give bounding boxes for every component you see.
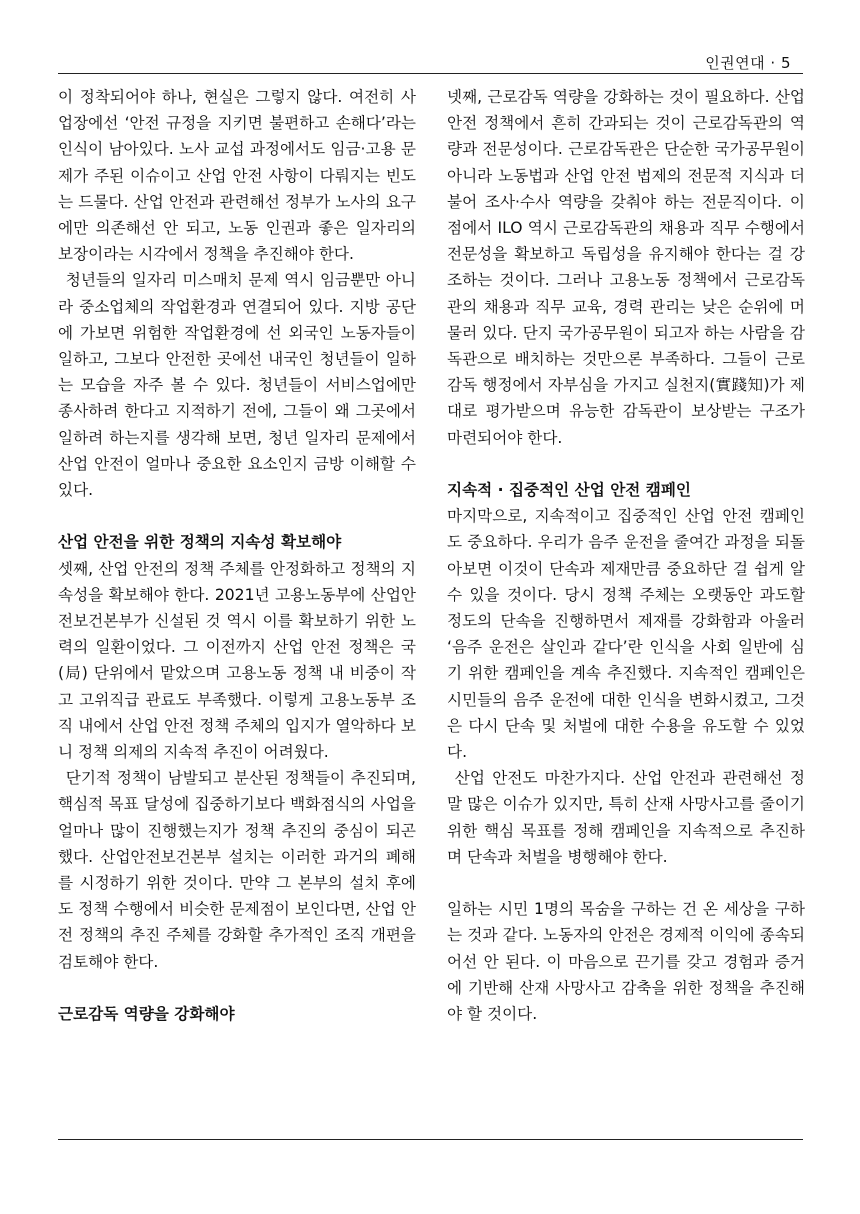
spacer (447, 451, 805, 477)
paragraph: 이 정착되어야 하나, 현실은 그렇지 않다. 여전히 사업장에선 ‘안전 규정을 지키면 불편하고 손해다’라는 인식이 남아있다. 노사 교섭 과정에서도 임금·고용 문제가 주된 이슈이고 산업 안전 사항이 다뤄지는 빈도는 드물다. 산업 안전과 관련해선 정부가 노사의 요구에만 의존해선 안 되고, 노동 인권과 좋은 일자리의 보장이라는 시각에서 정책을 추진해야 한다. (58, 88, 416, 264)
paragraph: 일하는 시민 1명의 목숨을 구하는 건 온 세상을 구하는 것과 같다. 노동자의 안전은 경제적 이익에 종속되어선 안 된다. 이 마음으로 끈기를 갖고 경험과 증거에 기반해 산재 사망사고 감축을 위한 정책을 추진해야 할 것이다. (447, 900, 805, 1024)
right-column (447, 84, 805, 1027)
paragraph: 넷째, 근로감독 역량을 강화하는 것이 필요하다. 산업 안전 정책에서 흔히 간과되는 것이 근로감독관의 역량과 전문성이다. 근로감독관은 단순한 국가공무원이 아니라 노동법과 산업 안전 법제의 전문적 지식과 더불어 조사·수사 역량을 갖춰야 하는 전문직이다. 이 점에서 ILO 역시 근로감독관의 채용과 직무 수행에서 전문성을 확보하고 독립성을 유지해야 한다는 걸 강조하는 것이다. 그러나 고용노동 정책에서 근로감독관의 채용과 직무 교육, 경력 관리는 낮은 순위에 머물러 있다. 단지 국가공무원이 되고자 하는 사람을 감독관으로 배치하는 것만으론 부족하다. 그들이 근로감독 행정에서 자부심을 가지고 실천지(實踐知)가 제대로 평가받으며 유능한 감독관이 보상받는 구조가 마련되어야 한다. (447, 88, 805, 447)
section-heading: 근로감독 역량을 강화해야 (58, 1005, 235, 1024)
paragraph: 산업 안전도 마찬가지다. 산업 안전과 관련해선 정말 많은 이슈가 있지만, 특히 산재 사망사고를 줄이기 위한 핵심 목표를 정해 캠페인을 지속적으로 추진하며 단속과 처벌을 병행해야 한다. (447, 769, 805, 866)
section-heading: 지속적 · 집중적인 산업 안전 캠페인 (447, 481, 691, 500)
page-header (58, 50, 803, 74)
spacer (58, 975, 416, 1001)
running-title: 인권연대 · 5 (705, 54, 791, 72)
left-column (58, 84, 416, 1027)
paragraph: 단기적 정책이 남발되고 분산된 정책들이 추진되며, 핵심적 목표 달성에 집중하기보다 백화점식의 사업을 얼마나 많이 진행했는지가 정책 추진의 중심이 되곤 했다. 산업안전보건본부 설치는 이러한 과거의 폐해를 시정하기 위한 것이다. 만약 그 본부의 설치 후에도 정책 수행에서 비슷한 문제점이 보인다면, 산업 안전 정책의 추진 주체를 강화할 추가적인 조직 개편을 검토해야 한다. (58, 769, 416, 971)
paragraph: 셋째, 산업 안전의 정책 주체를 안정화하고 정책의 지속성을 확보해야 한다. 2021년 고용노동부에 산업안전보건본부가 신설된 것 역시 이를 확보하기 위한 노력의 일환이었다. 그 이전까지 산업 안전 정책은 국(局) 단위에서 맡았으며 고용노동 정책 내 비중이 작고 고위직급 관료도 부족했다. 이렇게 고용노동부 조직 내에서 산업 안전 정책 주체의 입지가 열악하다 보니 정책 의제의 지속적 추진이 어려웠다. (58, 559, 416, 762)
spacer (58, 503, 416, 529)
header-rule (58, 73, 803, 74)
section-heading: 산업 안전을 위한 정책의 지속성 확보해야 (58, 533, 342, 552)
spacer (447, 870, 805, 896)
footer-rule (58, 1139, 803, 1140)
paragraph: 청년들의 일자리 미스매치 문제 역시 임금뿐만 아니라 중소업체의 작업환경과 연결되어 있다. 지방 공단에 가보면 위험한 작업환경에 선 외국인 노동자들이 일하고, 그보다 안전한 곳에선 내국인 청년들이 일하는 모습을 자주 볼 수 있다. 청년들이 서비스업에만 종사하려 한다고 지적하기 전에, 그들이 왜 그곳에서 일하려 하는지를 생각해 보면, 청년 일자리 문제에서 산업 안전이 얼마나 중요한 요소인지 금방 이해할 수 있다. (58, 271, 416, 500)
paragraph: 마지막으로, 지속적이고 집중적인 산업 안전 캠페인도 중요하다. 우리가 음주 운전을 줄여간 과정을 되돌아보면 이것이 단속과 제재만큼 중요하단 걸 쉽게 알 수 있을 것이다. 당시 정책 주체는 오랫동안 과도할 정도의 단속을 진행하면서 제재를 강화함과 아울러 ‘음주 운전은 살인과 같다’란 인식을 사회 일반에 심기 위한 캠페인을 계속 추진했다. 지속적인 캠페인은 시민들의 음주 운전에 대한 인식을 변화시켰고, 그것은 다시 단속 및 처벌에 대한 수용을 유도할 수 있었다. (447, 507, 805, 762)
